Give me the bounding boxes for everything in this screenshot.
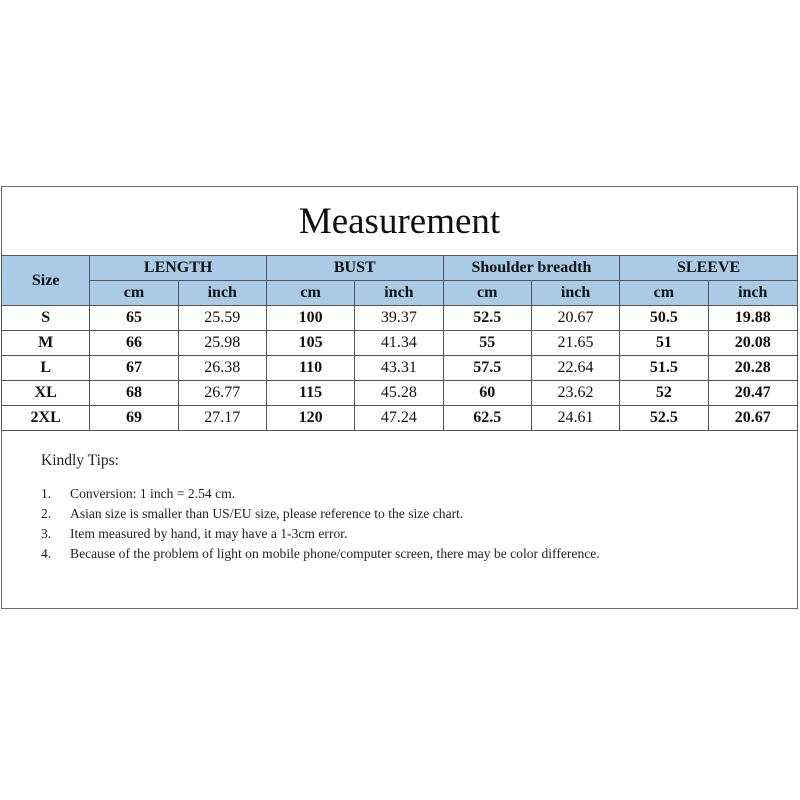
table-cell: 120 bbox=[266, 406, 354, 431]
tip-number: 2. bbox=[41, 506, 52, 521]
table-cell: 24.61 bbox=[531, 406, 619, 431]
table-row bbox=[2, 331, 798, 356]
group-header-bust: BUST bbox=[266, 256, 443, 281]
unit-header: inch bbox=[355, 281, 443, 306]
table-cell: 20.08 bbox=[708, 331, 797, 356]
header-row-units bbox=[2, 281, 798, 306]
tip-text: Conversion: 1 inch = 2.54 cm. bbox=[70, 486, 236, 501]
table-cell: 20.47 bbox=[708, 381, 797, 406]
table-cell: 52 bbox=[620, 381, 708, 406]
group-header-length: LENGTH bbox=[90, 256, 267, 281]
table-cell: 23.62 bbox=[531, 381, 619, 406]
chart-title: Measurement bbox=[298, 200, 501, 242]
group-header-sleeve: SLEEVE bbox=[620, 256, 798, 281]
table-cell: 43.31 bbox=[355, 356, 443, 381]
table-cell: 66 bbox=[90, 331, 178, 356]
table-cell: 52.5 bbox=[620, 406, 708, 431]
table-cell: 100 bbox=[266, 306, 354, 331]
list-item bbox=[41, 524, 741, 544]
table-cell: 68 bbox=[90, 381, 178, 406]
tip-number: 3. bbox=[41, 526, 52, 541]
unit-header: cm bbox=[443, 281, 531, 306]
table-cell: 50.5 bbox=[620, 306, 708, 331]
tip-number: 4. bbox=[41, 546, 52, 561]
size-chart bbox=[1, 186, 798, 609]
table-cell: 22.64 bbox=[531, 356, 619, 381]
list-item bbox=[41, 504, 741, 524]
table-cell: 115 bbox=[266, 381, 354, 406]
table-cell: 21.65 bbox=[531, 331, 619, 356]
table-cell: 41.34 bbox=[355, 331, 443, 356]
table-cell: 110 bbox=[266, 356, 354, 381]
table-cell: 67 bbox=[90, 356, 178, 381]
table-cell: 45.28 bbox=[355, 381, 443, 406]
table-cell: 57.5 bbox=[443, 356, 531, 381]
table-cell: 62.5 bbox=[443, 406, 531, 431]
size-label: L bbox=[2, 356, 90, 381]
table-cell: 26.77 bbox=[178, 381, 266, 406]
tip-text: Item measured by hand, it may have a 1-3cm error. bbox=[70, 526, 348, 541]
table-cell: 60 bbox=[443, 381, 531, 406]
tip-text: Asian size is smaller than US/EU size, please reference to the size chart. bbox=[70, 506, 464, 521]
size-label: XL bbox=[2, 381, 90, 406]
table-cell: 19.88 bbox=[708, 306, 797, 331]
size-label: S bbox=[2, 306, 90, 331]
table-cell: 55 bbox=[443, 331, 531, 356]
tips-title: Kindly Tips: bbox=[41, 452, 119, 469]
group-header-shoulder: Shoulder breadth bbox=[443, 256, 620, 281]
table-cell: 25.59 bbox=[178, 306, 266, 331]
unit-header: cm bbox=[90, 281, 178, 306]
tip-text: Because of the problem of light on mobile phone/computer screen, there may be color difference. bbox=[70, 546, 600, 561]
table-row bbox=[2, 406, 798, 431]
size-label: M bbox=[2, 331, 90, 356]
unit-header: cm bbox=[266, 281, 354, 306]
unit-header: inch bbox=[708, 281, 797, 306]
unit-header: inch bbox=[178, 281, 266, 306]
tip-number: 1. bbox=[41, 486, 52, 501]
size-table bbox=[1, 255, 798, 431]
size-label: 2XL bbox=[2, 406, 90, 431]
tips-list bbox=[41, 484, 741, 564]
table-cell: 20.67 bbox=[708, 406, 797, 431]
kindly-tips bbox=[41, 452, 741, 564]
unit-header: inch bbox=[531, 281, 619, 306]
table-row bbox=[2, 381, 798, 406]
table-cell: 51.5 bbox=[620, 356, 708, 381]
table-cell: 26.38 bbox=[178, 356, 266, 381]
table-cell: 25.98 bbox=[178, 331, 266, 356]
table-row bbox=[2, 356, 798, 381]
unit-header: cm bbox=[620, 281, 708, 306]
table-cell: 52.5 bbox=[443, 306, 531, 331]
list-item bbox=[41, 484, 741, 504]
table-cell: 27.17 bbox=[178, 406, 266, 431]
size-column-header: Size bbox=[2, 256, 90, 306]
table-cell: 69 bbox=[90, 406, 178, 431]
table-row bbox=[2, 306, 798, 331]
table-cell: 65 bbox=[90, 306, 178, 331]
header-row-groups bbox=[2, 256, 798, 281]
list-item bbox=[41, 544, 741, 564]
table-cell: 39.37 bbox=[355, 306, 443, 331]
table-cell: 20.28 bbox=[708, 356, 797, 381]
table-cell: 105 bbox=[266, 331, 354, 356]
table-cell: 51 bbox=[620, 331, 708, 356]
table-cell: 20.67 bbox=[531, 306, 619, 331]
table-cell: 47.24 bbox=[355, 406, 443, 431]
